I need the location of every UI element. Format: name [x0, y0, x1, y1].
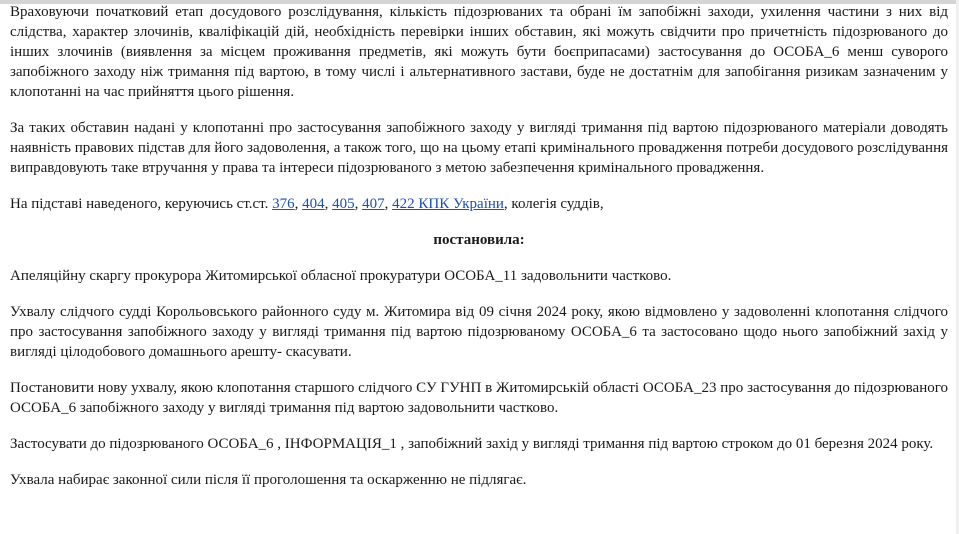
- paragraph-effective: Ухвала набирає законної сили після її проголошення та оскарженню не підлягає.: [10, 472, 527, 488]
- paragraph-legal-basis: [10, 194, 948, 214]
- paragraph-grounds: За таких обставин надані у клопотанні про застосування запобіжного заходу у вигляді тримання під вартою підозрюваного матеріали доводять наявність правових підстав для його задоволення, а також того, що на цьому етапі кримінального провадження потреби досудового розслідування виправдовують таке втручання у права та інтереси підозрюваного з метою забезпечення кримінального провадження.: [10, 120, 948, 176]
- link-article-376[interactable]: 376: [272, 196, 295, 212]
- paragraph-new-ruling: Постановити нову ухвалу, якою клопотання старшого слідчого СУ ГУНП в Житомирській області ОСОБА_23 про застосування до підозрюваного ОСОБА_6 запобіжного заходу у вигляді тримання під вартою задовольнити частково.: [10, 380, 948, 416]
- legal-basis-suffix: , колегія суддів,: [503, 196, 604, 212]
- document-body: [10, 2, 948, 506]
- legal-basis-prefix: На підставі наведеного, керуючись ст.ст.: [10, 196, 273, 212]
- link-article-407[interactable]: 407: [362, 196, 385, 212]
- paragraph-apply-detention: Застосувати до підозрюваного ОСОБА_6 , ІНФОРМАЦІЯ_1 , запобіжний захід у вигляді тримання під вартою строком до 01 березня 2024 року.: [10, 436, 934, 452]
- paragraph-cancel-ruling: Ухвалу слідчого судді Корольовського районного суду м. Житомира від 09 січня 2024 року, якою відмовлено у задоволенні клопотання слідчого про застосування запобіжного заходу у вигляді тримання під вартою підозрюваному ОСОБА_6 та застосовано щодо нього запобіжний захід у вигляді цілодобового домашнього арешту- скасувати.: [10, 304, 948, 360]
- separator: ,: [294, 196, 303, 212]
- link-article-404[interactable]: 404: [302, 196, 325, 212]
- paragraph-appeal-decision: Апеляційну скаргу прокурора Житомирської обласної прокуратури ОСОБА_11 задовольнити частково.: [10, 268, 672, 284]
- resolution-heading: постановила:: [433, 232, 525, 248]
- separator: ,: [384, 196, 393, 212]
- separator: ,: [324, 196, 333, 212]
- separator: ,: [354, 196, 363, 212]
- paragraph-circumstances: Враховуючи початковий етап досудового розслідування, кількість підозрюваних та обрані їм запобіжні заходи, ухилення частини з них від слідства, характер злочинів, кваліфікацій дій, необхідність перевірки інших обставин, які можуть свідчити про причетність підозрюваного до інших злочинів (виявлення за місцем проживання предметів, які можуть бути боєприпасами) застосування до ОСОБА_6 менш суворого запобіжного заходу ніж тримання під вартою, в тому числі і альтернативного застави, буде не достатнім для запобігання ризикам зазначеним у клопотанні на час прийняття цього рішення.: [10, 4, 948, 100]
- link-article-422-kpk[interactable]: 422 КПК України: [392, 196, 504, 212]
- link-article-405[interactable]: 405: [332, 196, 355, 212]
